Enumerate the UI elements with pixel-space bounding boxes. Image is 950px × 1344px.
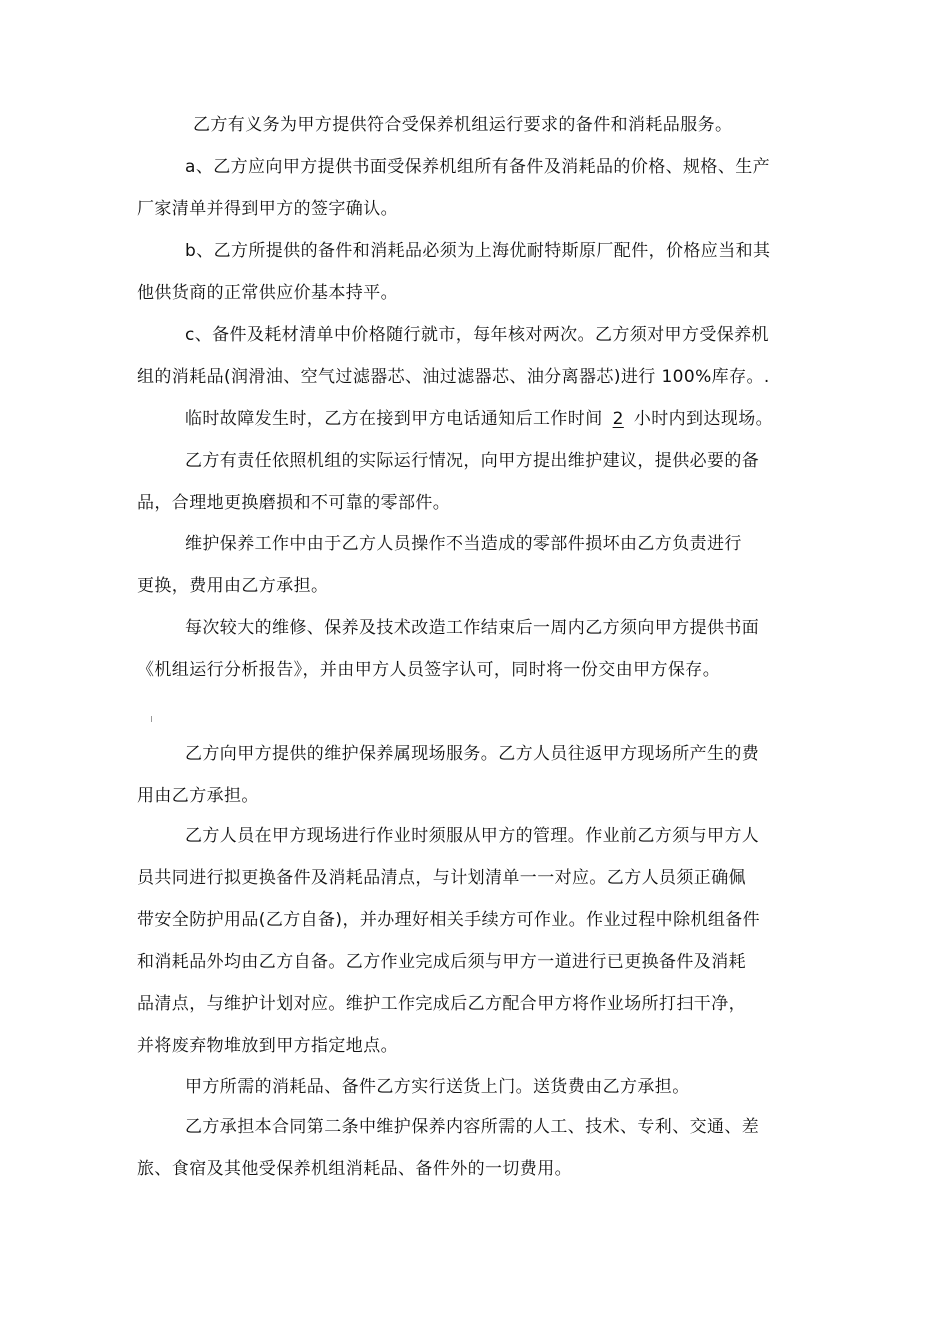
paragraph-delivery (137, 1066, 817, 1108)
paragraph-damage-liability (137, 523, 817, 607)
text-line (137, 398, 817, 440)
paragraph-original-parts (137, 230, 817, 314)
paragraph-costs (137, 1106, 817, 1190)
text-line: 品清点，与维护计划对应。维护工作完成后乙方配合甲方将作业场所打扫干净， (137, 994, 746, 1014)
text-line: 带安全防护用品(乙方自备)，并办理好相关手续方可作业。作业过程中除机组备件 (137, 910, 761, 930)
paragraph-response-time (137, 398, 817, 440)
text-line: 他供货商的正常供应价基本持平。 (137, 283, 398, 303)
text-line: 品，合理地更换磨损和不可靠的零部件。 (137, 493, 451, 513)
text-line: 维护保养工作中由于乙方人员操作不当造成的零部件损坏由乙方负责进行 (185, 534, 742, 554)
text-line: 乙方人员在甲方现场进行作业时须服从甲方的管理。作业前乙方须与甲方人 (185, 826, 760, 846)
text-line: 《机组运行分析报告》，并由甲方人员签字认可，同时将一份交由甲方保存。 (137, 660, 721, 680)
text-line: 乙方向甲方提供的维护保养属现场服务。乙方人员往返甲方现场所产生的费 (185, 744, 760, 764)
text-line: 甲方所需的消耗品、备件乙方实行送货上门。送货费由乙方承担。 (185, 1077, 690, 1097)
text-line: 组的消耗品(润滑油、空气过滤器芯、油过滤器芯、油分离器芯)进行 100%库存。. (137, 367, 770, 387)
paragraph-analysis-report (137, 607, 817, 691)
text-line: 并将废弃物堆放到甲方指定地点。 (137, 1036, 398, 1056)
text-line: 用由乙方承担。 (137, 786, 259, 806)
response-hours: 2 (612, 409, 624, 429)
response-text-after: 小时内到达现场。 (633, 409, 774, 429)
paragraph-price-check (137, 314, 817, 398)
paragraph-parts-supply (145, 104, 825, 146)
paragraph-price-list (137, 146, 817, 230)
text-line: c、备件及耗材清单中价格随行就市，每年核对两次。乙方须对甲方受保养机 (185, 325, 769, 345)
text-line: 更换，费用由乙方承担。 (137, 576, 329, 596)
text-line: a、乙方应向甲方提供书面受保养机组所有备件及消耗品的价格、规格、生产 (185, 157, 771, 177)
text-line: 员共同进行拟更换备件及消耗品清点，与计划清单一一对应。乙方人员须正确佩 (137, 868, 746, 888)
text-line: b、乙方所提供的备件和消耗品必须为上海优耐特斯原厂配件，价格应当和其 (185, 241, 771, 261)
text-line: 乙方承担本合同第二条中维护保养内容所需的人工、技术、专利、交通、差 (185, 1117, 760, 1137)
paragraph-onsite-service (137, 733, 817, 817)
page-mark (151, 716, 152, 722)
text-line: 乙方有责任依照机组的实际运行情况，向甲方提出维护建议，提供必要的备 (185, 451, 760, 471)
text-line: 厂家清单并得到甲方的签字确认。 (137, 199, 398, 219)
paragraph-maintenance-advice (137, 440, 817, 524)
response-text-before: 临时故障发生时，乙方在接到甲方电话通知后工作时间 (185, 409, 603, 429)
paragraph-site-management (137, 815, 817, 1067)
text-line: 和消耗品外均由乙方自备。乙方作业完成后须与甲方一道进行已更换备件及消耗 (137, 952, 746, 972)
text-line: 乙方有义务为甲方提供符合受保养机组运行要求的备件和消耗品服务。 (193, 115, 733, 135)
text-line: 每次较大的维修、保养及技术改造工作结束后一周内乙方须向甲方提供书面 (185, 618, 760, 638)
text-line: 旅、食宿及其他受保养机组消耗品、备件外的一切费用。 (137, 1159, 572, 1179)
